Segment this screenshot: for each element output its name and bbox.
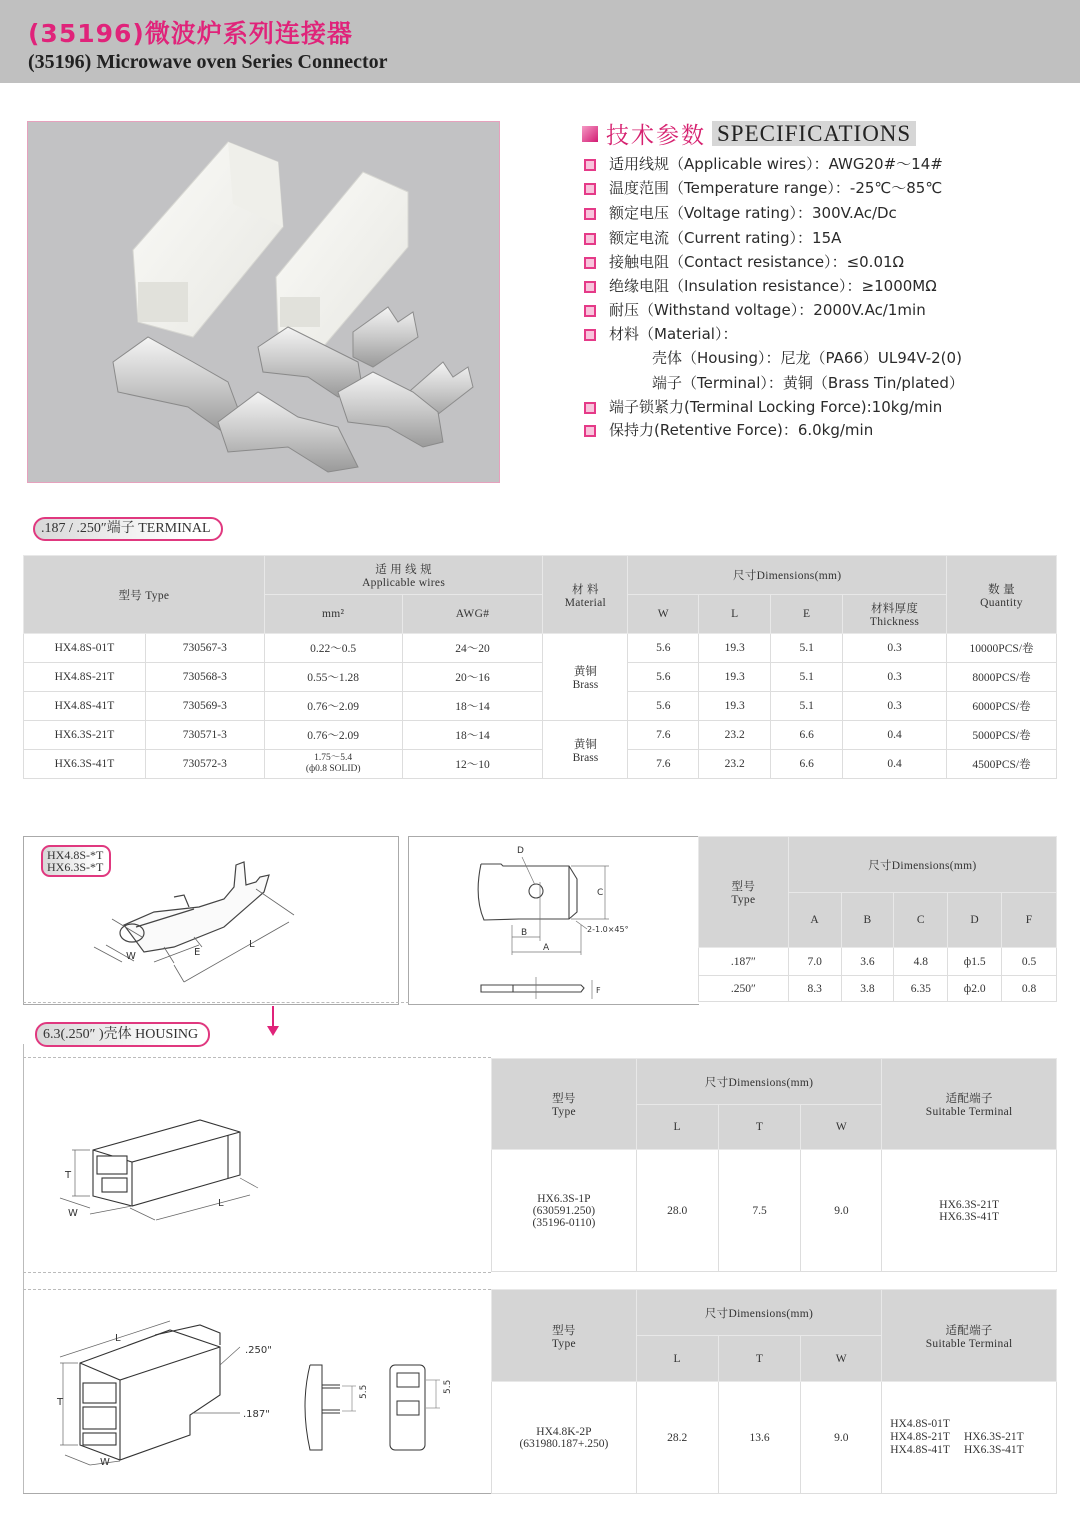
type-line: HX6.3S-1P: [537, 1192, 591, 1205]
label-line-2: HX6.3S-*T: [47, 860, 104, 874]
cell-b: 3.6: [841, 948, 894, 976]
cell-awg: 18～14: [402, 721, 543, 750]
col-header-l: L: [636, 1336, 718, 1382]
cell-b: 3.8: [841, 976, 894, 1002]
suitable-terminal-item: HX4.8S-01T: [890, 1418, 950, 1430]
cell-l: 23.2: [699, 721, 771, 750]
col-header-a: A: [788, 893, 841, 948]
col-header-material: [543, 556, 628, 634]
cell-w: 7.6: [628, 750, 699, 779]
table-row: [24, 663, 1057, 692]
page-title-en: (35196) Microwave oven Series Connector: [28, 51, 388, 73]
header-text-en: Suitable Terminal: [925, 1337, 1013, 1350]
bullet-square-icon: [584, 233, 596, 245]
cell-type: HX6.3S-21T: [24, 721, 146, 750]
col-header-d: D: [948, 893, 1002, 948]
cell-type: HX4.8S-41T: [24, 692, 146, 721]
spec-label: 端子（Terminal）: [652, 374, 768, 392]
cell-w: 5.6: [628, 663, 699, 692]
cell-w: 9.0: [801, 1150, 882, 1272]
pitch-label-2: 5.5: [443, 1379, 453, 1394]
product-photo-illustration: [28, 122, 499, 482]
col-header-dimensions: 尺寸Dimensions(mm): [636, 1290, 881, 1336]
dim-w-label: W: [126, 951, 136, 962]
bullet-square-icon: [584, 183, 596, 195]
col-header-suitable-terminal: [882, 1290, 1057, 1382]
col-header-l: L: [699, 595, 771, 634]
spec-label: 耐压（Withstand voltage）: [609, 301, 799, 319]
header-text-cn: 适 用 线 规: [375, 564, 432, 576]
bullet-square-icon: [584, 257, 596, 269]
cell-c: 4.8: [894, 948, 948, 976]
cell-type: HX4.8S-01T: [24, 634, 146, 663]
cell-part: 730572-3: [145, 750, 264, 779]
cell-mm2: 0.22～0.5: [264, 634, 402, 663]
spec-label: 材料（Material）: [609, 325, 723, 343]
material-en: Brass: [572, 679, 599, 691]
specifications-heading: [582, 117, 916, 150]
table-row: [24, 750, 1057, 779]
col-header-c: C: [894, 893, 948, 948]
col-header-dimensions: 尺寸Dimensions(mm): [628, 556, 947, 595]
cell-f: 0.8: [1002, 976, 1057, 1002]
cell-quantity: 8000PCS/卷: [947, 663, 1057, 692]
spec-subitem: [652, 347, 962, 368]
material-en: Brass: [572, 751, 599, 764]
spec-value: :10kg/min: [866, 398, 943, 416]
housing-1p-table: [491, 1058, 1057, 1272]
material-cn: 黄铜: [573, 738, 597, 751]
col-header-f: F: [1002, 893, 1057, 948]
table-row: [24, 692, 1057, 721]
type-line: (631980.187+.250): [519, 1437, 609, 1450]
dim-w-label: W: [68, 1208, 78, 1219]
cell-t: 13.6: [718, 1382, 801, 1494]
spec-label: 端子锁紧力(Terminal Locking Force): [609, 398, 867, 416]
cell-part: 730571-3: [145, 721, 264, 750]
type-line: HX4.8K-2P: [536, 1425, 592, 1438]
table-row: [699, 976, 1057, 1002]
dashed-divider: [23, 1002, 409, 1003]
terminal-drawing-label: [41, 845, 111, 877]
spec-item: [584, 323, 737, 344]
col-header-suitable-terminal: [882, 1059, 1057, 1150]
spec-value: ：6.0kg/min: [782, 421, 874, 439]
cell-type: .187″: [699, 948, 789, 976]
cell-w: 9.0: [801, 1382, 882, 1494]
col-header-type: [492, 1290, 637, 1382]
cell-awg: 18～14: [402, 692, 543, 721]
housing-2p-table: [491, 1289, 1057, 1494]
cell-quantity: 6000PCS/卷: [947, 692, 1057, 721]
cell-t: 7.5: [718, 1150, 801, 1272]
bullet-square-icon: [584, 329, 596, 341]
housing-section-label: 6.3(.250″ )壳体 HOUSING: [35, 1022, 210, 1047]
cell-e: 6.6: [771, 721, 843, 750]
header-text-en: Material: [564, 596, 607, 609]
terminal-section-label: .187 / .250″端子 TERMINAL: [33, 517, 223, 541]
spec-item: [584, 419, 873, 440]
cell-e: 5.1: [771, 634, 843, 663]
spec-value: ：300V.Ac/Dc: [796, 204, 897, 222]
pink-square-bullet-icon: [582, 126, 598, 142]
cell-thickness: 0.4: [843, 721, 947, 750]
table-row: [699, 948, 1057, 976]
col-header-quantity: [947, 556, 1057, 634]
suitable-terminal-item: [964, 1418, 1024, 1431]
suitable-terminal-item: HX6.3S-41T: [939, 1210, 1000, 1223]
cell-mm2: 0.76～2.09: [264, 692, 402, 721]
type-line: (630591.250): [532, 1204, 596, 1217]
mm2-note: (ф0.8 SOLID): [305, 764, 361, 774]
header-text-en: Applicable wires: [362, 577, 446, 589]
spec-item: [584, 299, 926, 320]
spec-item: [584, 227, 841, 248]
terminal-table: [23, 555, 1057, 779]
table-row: [24, 721, 1057, 750]
bullet-square-icon: [584, 208, 596, 220]
cell-part: 730568-3: [145, 663, 264, 692]
dim-c-label: C: [597, 888, 604, 898]
col-header-awg: AWG#: [402, 595, 543, 634]
cell-l: 19.3: [699, 692, 771, 721]
cell-l: 19.3: [699, 663, 771, 692]
spec-value: ：尼龙（PA66）UL94V-2(0): [765, 349, 962, 367]
note-187: .187": [243, 1409, 270, 1420]
suitable-terminal-item: HX4.8S-41T: [890, 1444, 950, 1456]
bullet-square-icon: [584, 159, 596, 171]
dim-e-label: E: [194, 947, 201, 958]
cell-e: 5.1: [771, 692, 843, 721]
cell-d: ф2.0: [948, 976, 1002, 1002]
cell-mm2: 0.55～1.28: [264, 663, 402, 692]
dim-b-label: B: [521, 928, 528, 938]
cell-thickness: 0.3: [843, 692, 947, 721]
cell-a: 8.3: [788, 976, 841, 1002]
spec-label: 温度范围（Temperature range）: [609, 179, 835, 197]
page-title-cn: (35196)微波炉系列连接器: [28, 19, 353, 48]
dashed-divider: [23, 1289, 491, 1290]
product-photo: [27, 121, 500, 483]
specifications-heading-cn: 技术参数: [606, 123, 706, 149]
spec-item: [584, 396, 942, 417]
col-header-w: W: [801, 1336, 882, 1382]
col-header-w: W: [801, 1105, 882, 1150]
cell-suitable-terminal: [882, 1150, 1057, 1272]
cell-w: 5.6: [628, 634, 699, 663]
cell-w: 5.6: [628, 692, 699, 721]
spec-value: ：≥1000MΩ: [846, 277, 937, 295]
dim-w-label: W: [100, 1457, 110, 1468]
col-header-t: T: [718, 1336, 801, 1382]
panel-left-border: [23, 1044, 24, 1494]
header-text-en: Type: [551, 1106, 576, 1118]
dim-d-label: D: [517, 846, 524, 856]
cell-l: 28.2: [636, 1382, 718, 1494]
cell-d: ф1.5: [948, 948, 1002, 976]
cell-type: HX4.8S-21T: [24, 663, 146, 692]
note-250: .250": [245, 1345, 272, 1356]
cell-type: .250″: [699, 976, 789, 1002]
spec-value: ：2000V.Ac/1min: [798, 301, 926, 319]
spec-value: ：≤0.01Ω: [831, 253, 904, 271]
specifications-heading-en: SPECIFICATIONS: [712, 121, 916, 146]
spec-label: 保持力(Retentive Force): [609, 421, 783, 439]
material-cn: 黄铜: [573, 666, 597, 678]
bullet-square-icon: [584, 425, 596, 437]
suitable-terminal-item: HX4.8S-21T: [890, 1431, 950, 1443]
cell-type: [492, 1150, 637, 1272]
mm2-value: 1.75～5.4: [314, 753, 353, 763]
cell-thickness: 0.4: [843, 750, 947, 779]
housing-1-photo: [133, 142, 283, 337]
cell-e: 5.1: [771, 663, 843, 692]
dim-l-label: L: [249, 939, 255, 950]
bullet-square-icon: [584, 402, 596, 414]
header-text-en: Suitable Terminal: [925, 1106, 1013, 1118]
dim-t-label: T: [57, 1397, 64, 1408]
col-header-type: [699, 837, 789, 948]
spec-value: ：: [722, 325, 738, 343]
header-text-cn: 材料厚度: [870, 603, 919, 615]
male-tab-drawing: [409, 837, 699, 1004]
spec-item: [584, 177, 942, 198]
dim-l-label: L: [218, 1198, 224, 1209]
cell-f: 0.5: [1002, 948, 1057, 976]
cell-l: 23.2: [699, 750, 771, 779]
spec-item: [584, 251, 904, 272]
spec-label: 额定电压（Voltage rating）: [609, 204, 797, 222]
cell-e: 6.6: [771, 750, 843, 779]
dim-a-label: A: [543, 943, 550, 953]
col-header-w: W: [628, 595, 699, 634]
col-header-mm2: mm²: [264, 595, 402, 634]
spec-label: 额定电流（Current rating）: [609, 229, 798, 247]
cell-a: 7.0: [788, 948, 841, 976]
tab-drawing-panel: [408, 836, 699, 1005]
header-text-cn: 型号: [552, 1324, 576, 1337]
down-arrow-icon: [263, 1004, 283, 1038]
col-header-applicable-wires: [264, 556, 543, 595]
header-text-cn: 型号: [731, 881, 756, 893]
header-text-en: Quantity: [980, 596, 1023, 609]
header-text-cn: 材 料: [572, 583, 599, 596]
housing-2p-drawing: [57, 1325, 480, 1468]
cell-mm2: [264, 750, 402, 779]
header-text-cn: 适配端子: [945, 1324, 993, 1337]
table-row: [24, 634, 1057, 663]
cell-part: 730569-3: [145, 692, 264, 721]
suitable-terminal-item: HX6.3S-21T: [939, 1198, 1000, 1211]
tab-dimensions-table: [698, 836, 1057, 1002]
header-text-en: Thickness: [869, 616, 920, 628]
bullet-square-icon: [584, 305, 596, 317]
header-text-cn: 型号: [552, 1093, 576, 1105]
cell-l: 19.3: [699, 634, 771, 663]
header-text-en: Type: [551, 1337, 576, 1350]
housing-1p-drawing: [60, 1110, 260, 1219]
spec-label: 接触电阻（Contact resistance）: [609, 253, 832, 271]
dim-f-label: F: [596, 986, 601, 995]
col-header-b: B: [841, 893, 894, 948]
col-header-t: T: [718, 1105, 801, 1150]
pitch-label-1: 5.5: [359, 1384, 369, 1399]
cell-quantity: 5000PCS/卷: [947, 721, 1057, 750]
cell-mm2: 0.76～2.09: [264, 721, 402, 750]
cell-l: 28.0: [636, 1150, 718, 1272]
spec-label: 绝缘电阻（Insulation resistance）: [609, 277, 847, 295]
suitable-terminal-item: HX6.3S-21T: [963, 1431, 1024, 1443]
spec-value: ：-25℃～85℃: [834, 179, 943, 197]
cell-awg: 20～16: [402, 663, 543, 692]
spec-item: [584, 153, 943, 174]
col-header-e: E: [771, 595, 843, 634]
cell-part: 730567-3: [145, 634, 264, 663]
cell-quantity: 10000PCS/卷: [947, 634, 1057, 663]
suitable-terminal-item: HX6.3S-41T: [963, 1444, 1024, 1456]
cell-quantity: 4500PCS/卷: [947, 750, 1057, 779]
spec-value: ：15A: [797, 229, 842, 247]
bullet-square-icon: [584, 281, 596, 293]
cell-c: 6.35: [894, 976, 948, 1002]
label-line-1: HX4.8S-*T: [47, 848, 104, 862]
cell-material: [543, 634, 628, 721]
table-row: [492, 1150, 1057, 1272]
col-header-dimensions: 尺寸Dimensions(mm): [636, 1059, 882, 1105]
cell-awg: 12～10: [402, 750, 543, 779]
dashed-divider: [23, 1272, 491, 1273]
col-header-type: 型号 Type: [24, 556, 265, 634]
dim-l-label: L: [115, 1333, 121, 1344]
cell-type: [492, 1382, 637, 1494]
cell-w: 7.6: [628, 721, 699, 750]
cell-type: HX6.3S-41T: [24, 750, 146, 779]
spec-subitem: [652, 372, 964, 393]
col-header-l: L: [636, 1105, 718, 1150]
chamfer-note: 2-1.0×45°: [587, 925, 629, 934]
cell-suitable-terminal: [882, 1382, 1057, 1494]
cell-thickness: 0.3: [843, 634, 947, 663]
spec-label: 壳体（Housing）: [652, 349, 766, 367]
col-header-dimensions: 尺寸Dimensions(mm): [788, 837, 1056, 893]
col-header-thickness: [843, 595, 947, 634]
col-header-type: [492, 1059, 637, 1150]
header-text-cn: 数 量: [988, 583, 1015, 596]
spec-item: [584, 202, 897, 223]
spec-value: ：黄铜（Brass Tin/plated）: [767, 374, 964, 392]
cell-thickness: 0.3: [843, 663, 947, 692]
header-text-cn: 适配端子: [945, 1093, 993, 1105]
type-line: (35196-0110): [532, 1216, 596, 1229]
header-text-en: Type: [731, 894, 756, 906]
dim-t-label: T: [65, 1170, 72, 1181]
dashed-divider: [23, 1057, 491, 1058]
cell-awg: 24～20: [402, 634, 543, 663]
spec-value: ：AWG20#～14#: [813, 155, 943, 173]
table-row: [492, 1382, 1057, 1494]
spec-item: [584, 275, 937, 296]
cell-material: [543, 721, 628, 779]
spec-label: 适用线规（Applicable wires）: [609, 155, 814, 173]
